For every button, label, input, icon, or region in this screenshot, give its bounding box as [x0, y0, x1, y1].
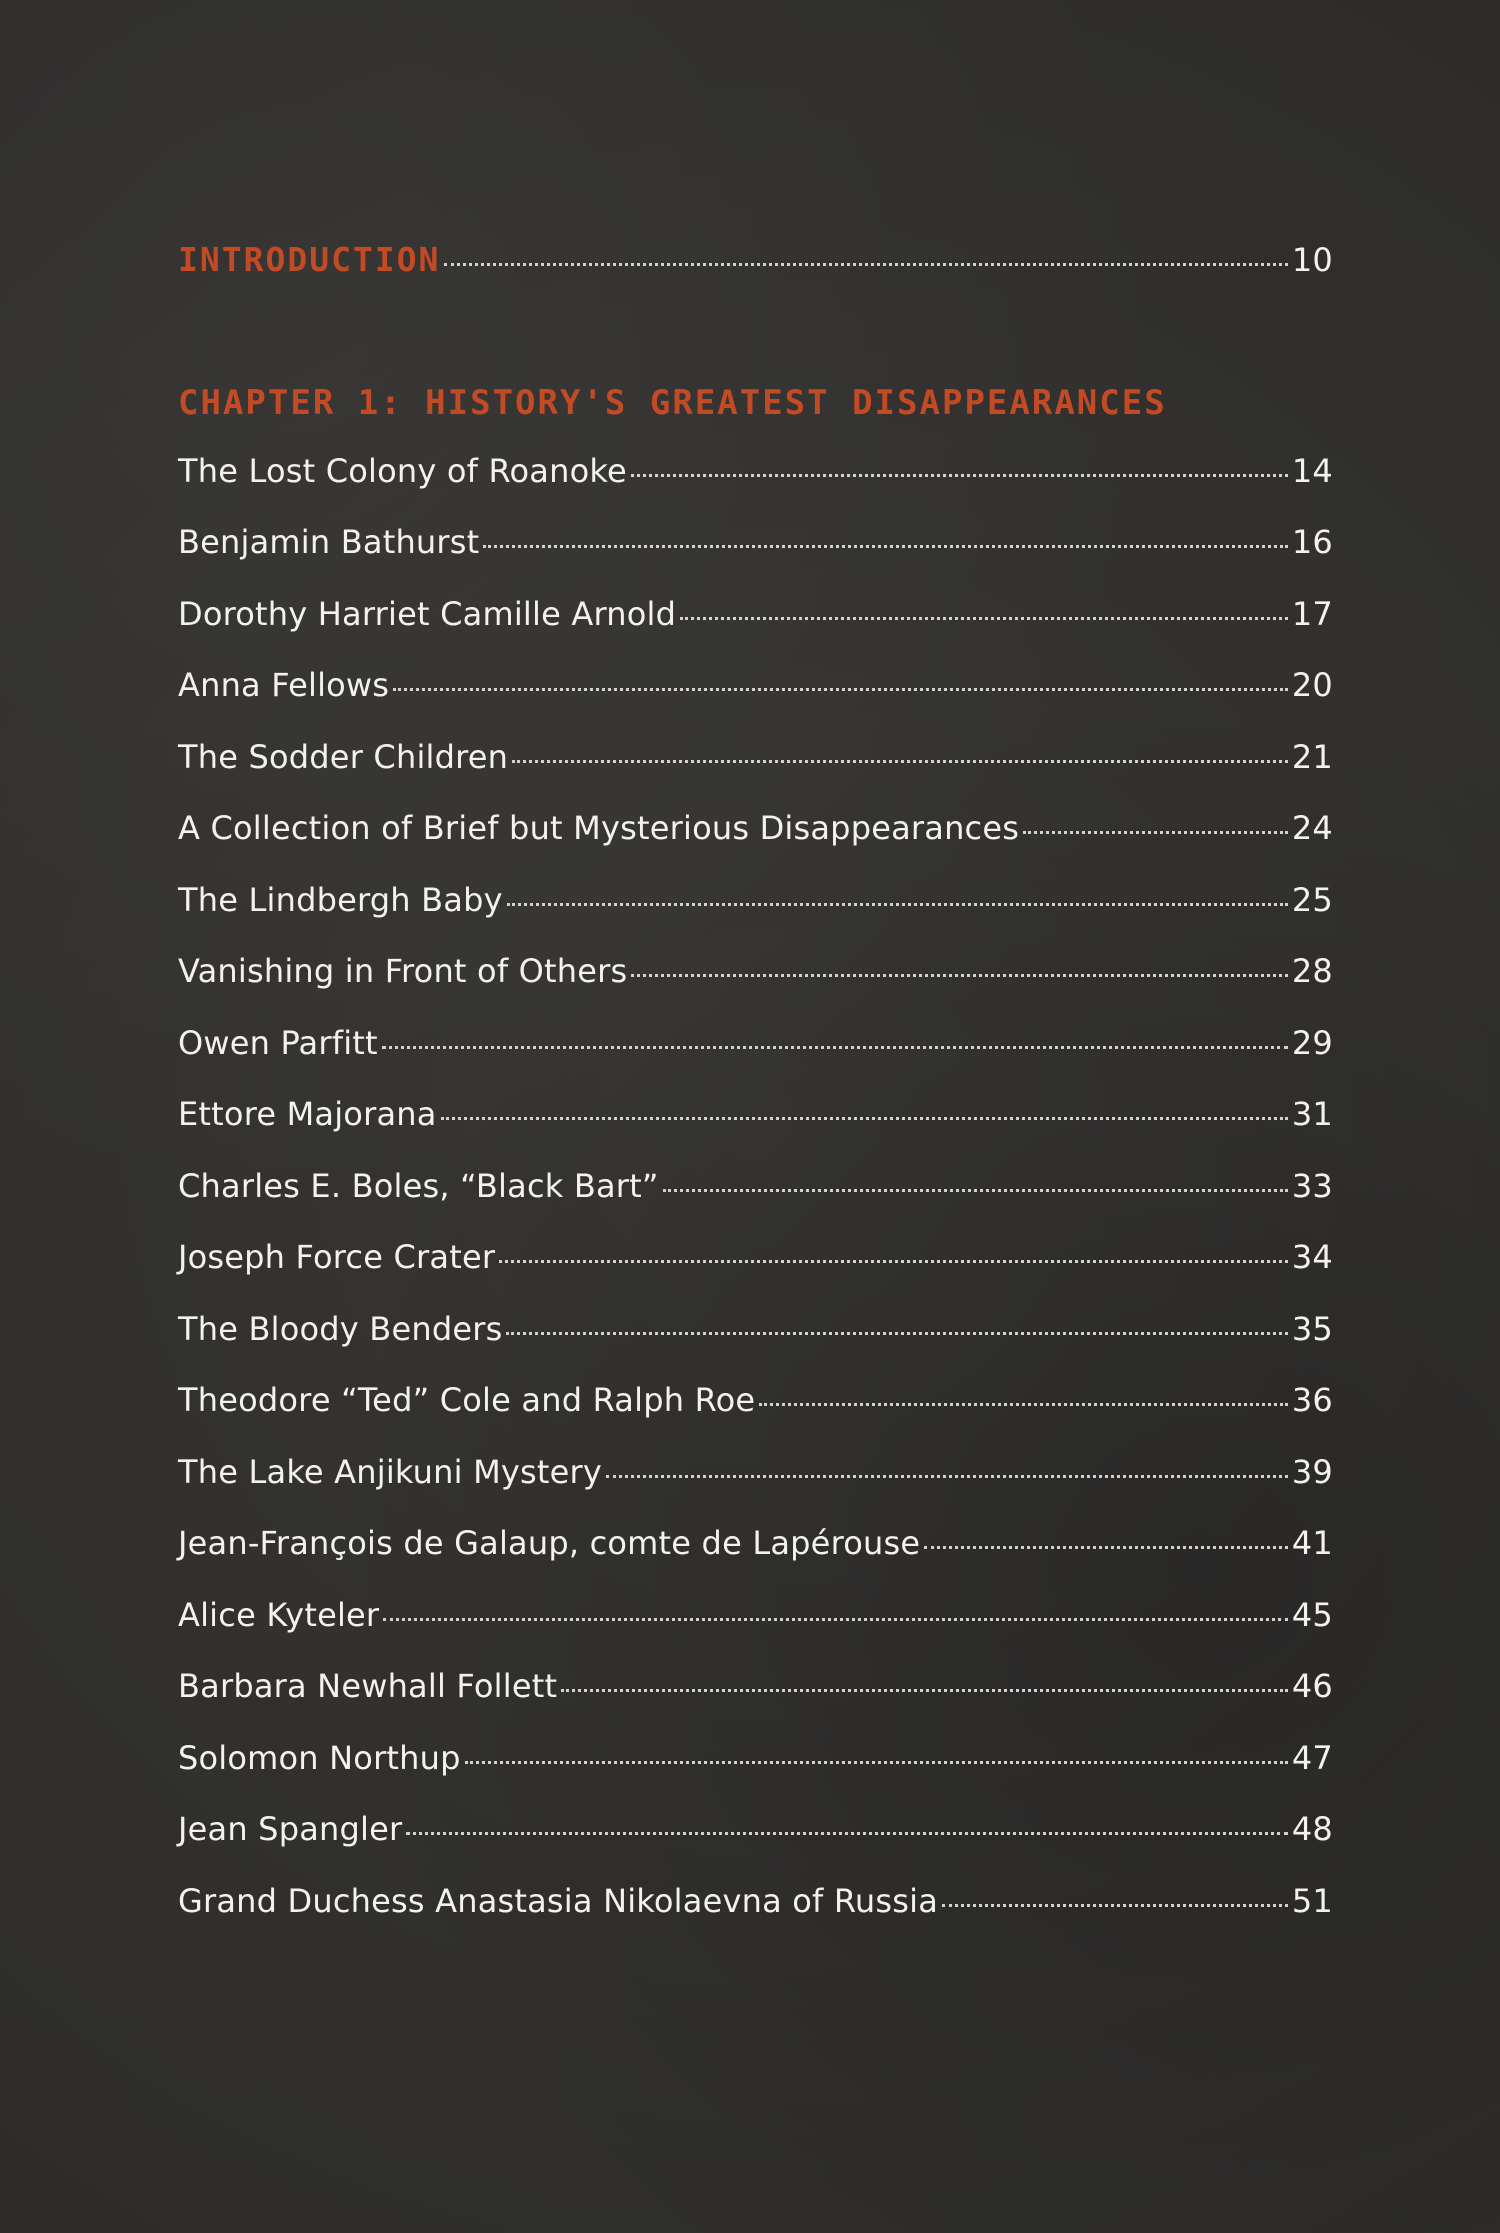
entry-page-number: 28	[1291, 952, 1333, 990]
entry-title: Alice Kyteler	[178, 1596, 380, 1634]
entry-page-number: 20	[1291, 666, 1333, 704]
toc-entry[interactable]	[178, 1095, 1333, 1133]
chapter-heading: CHAPTER 1: HISTORY'S GREATEST DISAPPEARANCES	[178, 383, 1167, 423]
dot-leader	[507, 903, 1288, 906]
toc-entry[interactable]	[178, 1882, 1333, 1920]
entry-title: Jean-François de Galaup, comte de Lapérouse	[178, 1524, 921, 1562]
entry-page-number: 21	[1291, 738, 1333, 776]
introduction-page-number: 10	[1291, 241, 1333, 279]
entry-page-number: 48	[1291, 1810, 1333, 1848]
entry-title: The Lindbergh Baby	[178, 881, 503, 919]
entry-title: Vanishing in Front of Others	[178, 952, 628, 990]
dot-leader	[942, 1904, 1288, 1907]
entry-page-number: 24	[1291, 809, 1333, 847]
toc-entry[interactable]	[178, 1739, 1333, 1777]
dot-leader	[759, 1403, 1288, 1406]
entry-title: Jean Spangler	[178, 1810, 403, 1848]
entry-page-number: 33	[1291, 1167, 1333, 1205]
entry-title: The Lake Anjikuni Mystery	[178, 1453, 603, 1491]
entry-title: The Sodder Children	[178, 738, 509, 776]
entry-title: The Lost Colony of Roanoke	[178, 452, 627, 490]
dot-leader	[406, 1832, 1288, 1835]
toc-entry[interactable]	[178, 809, 1333, 847]
toc-entry[interactable]	[178, 595, 1333, 633]
entry-title: Ettore Majorana	[178, 1095, 437, 1133]
entry-title: Grand Duchess Anastasia Nikolaevna of Russia	[178, 1882, 939, 1920]
toc-entry[interactable]	[178, 1453, 1333, 1491]
entry-title: Barbara Newhall Follett	[178, 1667, 558, 1705]
entry-title: Charles E. Boles, “Black Bart”	[178, 1167, 659, 1205]
dot-leader	[393, 688, 1288, 691]
entry-title: The Bloody Benders	[178, 1310, 503, 1348]
toc-entry[interactable]	[178, 1810, 1333, 1848]
entry-page-number: 29	[1291, 1024, 1333, 1062]
dot-leader	[441, 1117, 1288, 1120]
entry-page-number: 45	[1291, 1596, 1333, 1634]
toc-entry[interactable]	[178, 1667, 1333, 1705]
entry-title: Joseph Force Crater	[178, 1238, 496, 1276]
entry-title: Theodore “Ted” Cole and Ralph Roe	[178, 1381, 756, 1419]
toc-entry[interactable]	[178, 1596, 1333, 1634]
entry-title: Solomon Northup	[178, 1739, 461, 1777]
entry-page-number: 51	[1291, 1882, 1333, 1920]
dot-leader	[561, 1689, 1288, 1692]
dot-leader	[506, 1332, 1287, 1335]
toc-entry[interactable]	[178, 1381, 1333, 1419]
dot-leader	[383, 1618, 1288, 1621]
dot-leader	[499, 1260, 1288, 1263]
dot-leader	[924, 1546, 1288, 1549]
toc-entry[interactable]	[178, 952, 1333, 990]
toc-entry[interactable]	[178, 523, 1333, 561]
toc-entry[interactable]	[178, 1024, 1333, 1062]
entry-title: Anna Fellows	[178, 666, 390, 704]
dot-leader	[483, 545, 1287, 548]
entry-title: Benjamin Bathurst	[178, 523, 480, 561]
entry-page-number: 16	[1291, 523, 1333, 561]
entry-page-number: 36	[1291, 1381, 1333, 1419]
toc-entry[interactable]	[178, 666, 1333, 704]
dot-leader	[631, 474, 1288, 477]
introduction-heading: INTRODUCTION	[178, 240, 441, 279]
entry-page-number: 17	[1291, 595, 1333, 633]
toc-entry[interactable]	[178, 1524, 1333, 1562]
dot-leader	[1023, 831, 1288, 834]
toc-entry[interactable]	[178, 1167, 1333, 1205]
entry-page-number: 47	[1291, 1739, 1333, 1777]
toc-entry[interactable]	[178, 738, 1333, 776]
toc-entry[interactable]	[178, 1310, 1333, 1348]
dot-leader	[631, 974, 1287, 977]
entry-page-number: 31	[1291, 1095, 1333, 1133]
dot-leader	[512, 760, 1288, 763]
entry-page-number: 41	[1291, 1524, 1333, 1562]
dot-leader	[606, 1475, 1288, 1478]
dot-leader	[663, 1189, 1288, 1192]
dot-leader	[680, 617, 1288, 620]
toc-entry[interactable]	[178, 452, 1333, 490]
entry-page-number: 46	[1291, 1667, 1333, 1705]
dot-leader	[465, 1761, 1288, 1764]
entry-page-number: 34	[1291, 1238, 1333, 1276]
entry-page-number: 35	[1291, 1310, 1333, 1348]
dot-leader	[382, 1046, 1288, 1049]
toc-entry[interactable]	[178, 881, 1333, 919]
entry-title: Dorothy Harriet Camille Arnold	[178, 595, 677, 633]
entry-title: A Collection of Brief but Mysterious Disappearances	[178, 809, 1020, 847]
entry-page-number: 39	[1291, 1453, 1333, 1491]
entry-title: Owen Parfitt	[178, 1024, 378, 1062]
entry-page-number: 25	[1291, 881, 1333, 919]
entry-page-number: 14	[1291, 452, 1333, 490]
toc-entry[interactable]	[178, 1238, 1333, 1276]
toc-introduction[interactable]	[178, 240, 1333, 279]
dot-leader	[444, 263, 1287, 266]
